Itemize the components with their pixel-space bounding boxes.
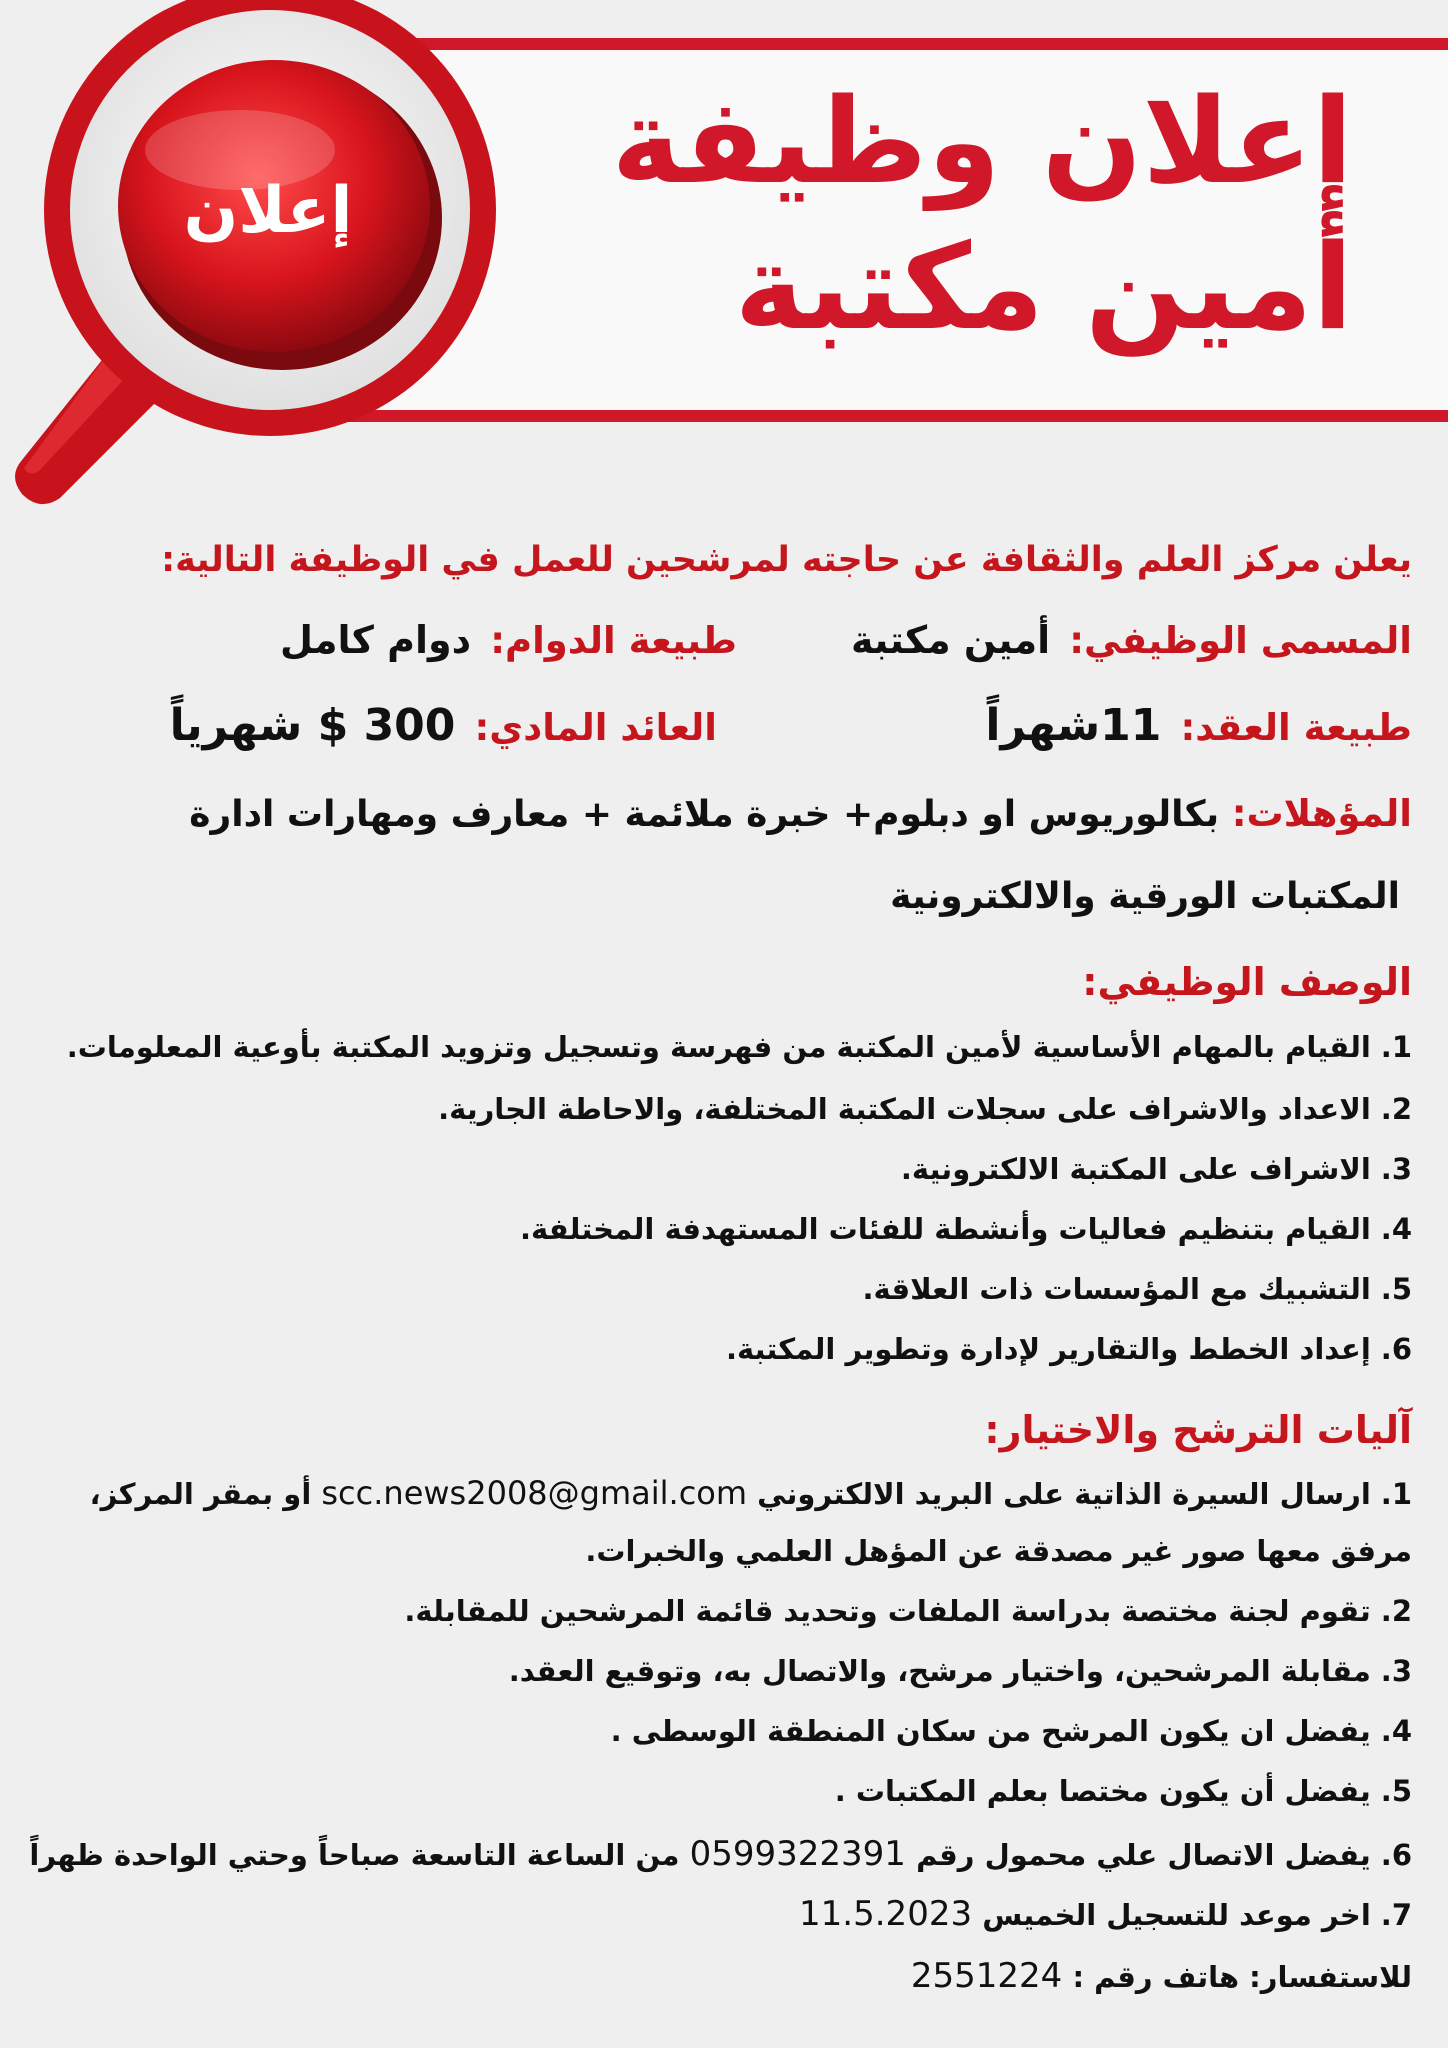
description-title: الوصف الوظيفي:: [1082, 960, 1412, 1004]
button-label: إعلان: [183, 174, 353, 248]
qualifications-line2: المكتبات الورقية والالكترونية: [890, 876, 1400, 917]
inquiry-line: [911, 1956, 1412, 1996]
description-item: 5.التشبيك مع المؤسسات ذات العلاقة.: [862, 1272, 1412, 1306]
qualifications-line1: [189, 792, 1412, 835]
salary-label: العائد المادي:: [474, 706, 717, 749]
field-row-2: [36, 700, 1412, 760]
deadline-date: 11.5.2023: [799, 1894, 973, 1934]
contract-value: 11شهراً: [985, 700, 1162, 751]
hours-value: دوام كامل: [280, 618, 472, 662]
contract-field: [985, 700, 1412, 751]
application-item: 2.تقوم لجنة مختصة بدراسة الملفات وتحديد قائمة المرشحين للمقابلة.: [404, 1594, 1412, 1628]
application-item: 5.يفضل أن يكون مختصا بعلم المكتبات .: [834, 1774, 1412, 1808]
application-item: 3.مقابلة المرشحين، واختيار مرشح، والاتصال به، وتوقيع العقد.: [508, 1654, 1412, 1688]
application-item-1: 1.ارسال السيرة الذاتية على البريد الالكتروني scc.news2008@gmail.com أو بمقر المركز،: [89, 1474, 1412, 1512]
description-item: 2.الاعداد والاشراف على سجلات المكتبة المختلفة، والاحاطة الجارية.: [438, 1092, 1412, 1126]
qualifications-label: المؤهلات:: [1231, 792, 1412, 835]
headline-line2: أمين مكتبة: [734, 218, 1353, 356]
application-title: آليات الترشح والاختيار:: [984, 1408, 1412, 1452]
salary-value: 300 $ شهرياً: [169, 700, 456, 751]
application-item-1-cont: مرفق معها صور غير مصدقة عن المؤهل العلمي والخبرات.: [585, 1534, 1412, 1568]
description-item: 6.إعداد الخطط والتقارير لإدارة وتطوير المكتبة.: [725, 1332, 1412, 1366]
job-title-field: [851, 618, 1412, 662]
description-item: 3.الاشراف على المكتبة الالكترونية.: [900, 1152, 1412, 1186]
magnifier-icon: [0, 0, 520, 520]
description-item: 4.القيام بتنظيم فعاليات وأنشطة للفئات المستهدفة المختلفة.: [520, 1212, 1412, 1246]
hours-label: طبيعة الدوام:: [490, 619, 737, 662]
salary-field: [170, 700, 717, 751]
hours-field: [280, 618, 737, 662]
application-item-6: 6.يفضل الاتصال علي محمول رقم 0599322391 من الساعة التاسعة صباحاً وحتي الواحدة ظهراً: [29, 1834, 1412, 1874]
job-title-label: المسمى الوظيفي:: [1069, 619, 1412, 662]
application-item: 4.يفضل ان يكون المرشح من سكان المنطقة الوسطى .: [610, 1714, 1412, 1748]
contract-label: طبيعة العقد:: [1180, 706, 1412, 749]
job-title-value: أمين مكتبة: [850, 618, 1051, 662]
email-link[interactable]: scc.news2008@gmail.com: [321, 1474, 748, 1512]
inquiry-phone[interactable]: 2551224: [910, 1956, 1063, 1996]
headline-line1: إعلان وظيفة: [611, 72, 1353, 210]
intro-text: يعلن مركز العلم والثقافة عن حاجته لمرشحين للعمل في الوظيفة التالية:: [161, 540, 1412, 580]
field-row-1: [36, 618, 1412, 678]
description-item: 1.القيام بالمهام الأساسية لأمين المكتبة من فهرسة وتسجيل وتزويد المكتبة بأوعية المعلومات.: [66, 1030, 1412, 1064]
qualifications-text: بكالوريوس او دبلوم+ خبرة ملائمة + معارف ومهارات ادارة: [189, 794, 1220, 835]
mobile-number[interactable]: 0599322391: [689, 1834, 906, 1874]
application-item-7: 7.اخر موعد للتسجيل الخميس 11.5.2023: [799, 1894, 1412, 1934]
inquiry-label: للاستفسار: هاتف رقم :: [1072, 1960, 1412, 1994]
